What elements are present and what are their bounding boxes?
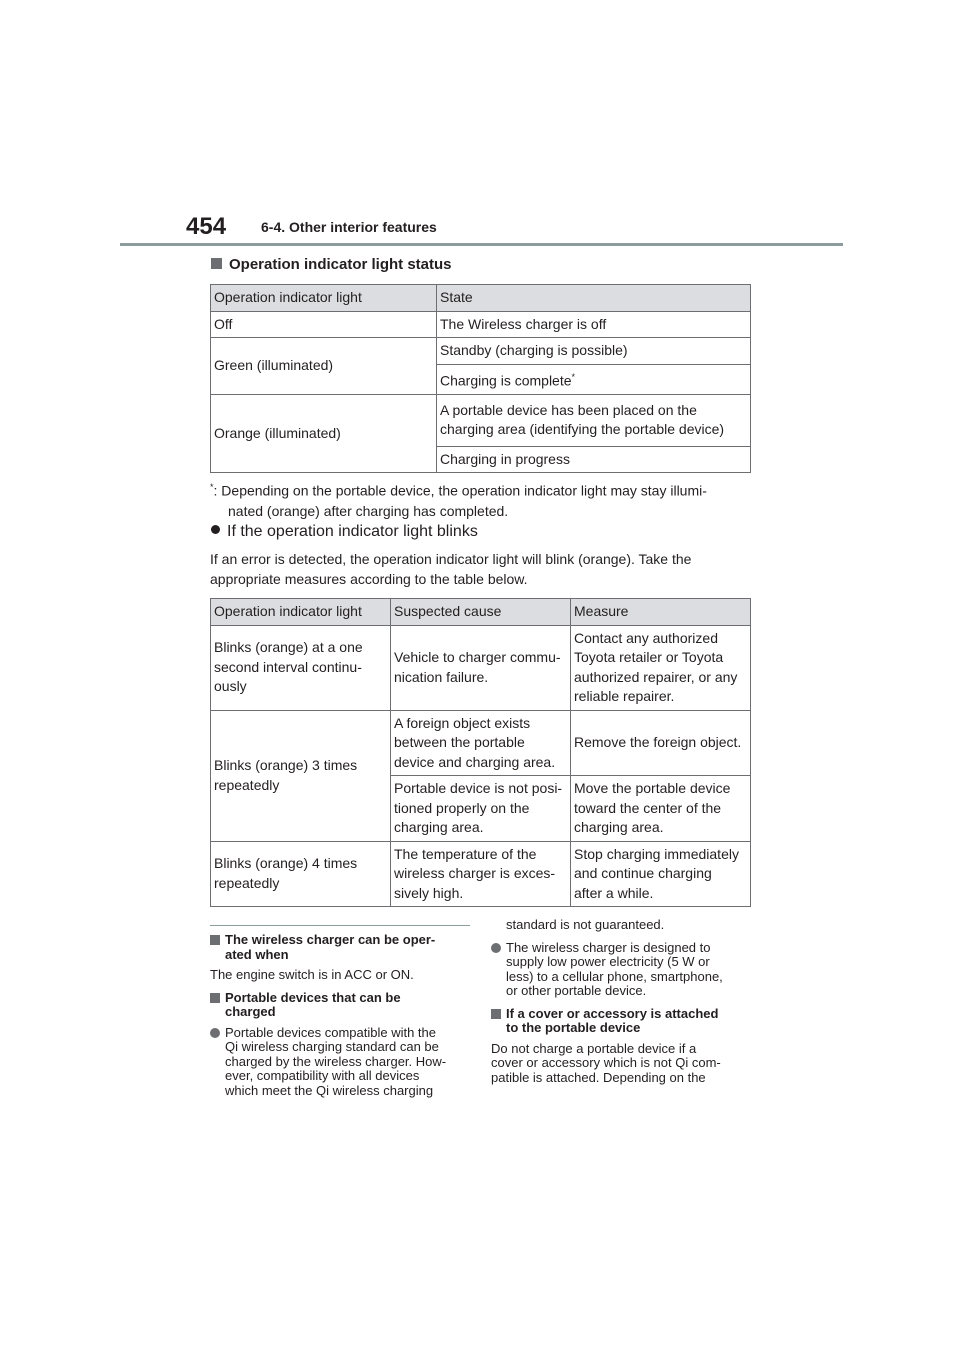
note-text: standard is not guaranteed. (506, 917, 665, 932)
square-bullet-icon (210, 935, 220, 945)
cell-line: Vehicle to charger commu- (394, 649, 561, 665)
cell-line: charging area. (574, 819, 664, 835)
circle-bullet-icon (491, 943, 501, 953)
bullet-icon (211, 525, 220, 534)
cell-line: device and charging area. (394, 753, 556, 770)
cell-line: Contact any authorized (574, 629, 718, 646)
cell-line: Remove the foreign object. (574, 734, 742, 750)
cell-line: repeatedly (214, 776, 280, 793)
cell-line: charging area (identifying the portable device) (440, 421, 725, 438)
cell-line: and continue charging (574, 865, 712, 881)
cell-line: reliable repairer. (574, 688, 675, 704)
table-cell (391, 710, 571, 776)
cell-line: charging area. (394, 819, 484, 835)
table-row (211, 394, 751, 446)
right-column (491, 918, 756, 1085)
column-header: State (437, 285, 751, 312)
footnote-marker: * (571, 371, 576, 382)
table-cell (211, 841, 391, 907)
cell-line: The temperature of the (394, 845, 537, 862)
cell-line: A portable device has been placed on the (440, 401, 697, 418)
left-column (210, 933, 475, 1098)
cell-line: Blinks (orange) at a one (214, 639, 363, 656)
square-bullet-icon (210, 993, 220, 1003)
intro-line: appropriate measures according to the table below. (210, 571, 528, 587)
note-heading: The wireless charger can be oper- ated when (210, 933, 475, 962)
circle-bullet-icon (210, 1028, 220, 1038)
blink-table (210, 598, 751, 907)
square-bullet-icon (211, 258, 222, 269)
cell-line: second interval continu- (214, 658, 362, 675)
section-title: 6-4. Other interior features (261, 219, 437, 235)
table-cell (391, 776, 571, 842)
note-heading: Portable devices that can be charged (210, 991, 475, 1020)
table-cell (391, 625, 571, 710)
table-row (211, 338, 751, 365)
cell-line: nication failure. (394, 668, 489, 685)
table-cell (391, 841, 571, 907)
cell-line: Toyota retailer or Toyota (574, 649, 724, 665)
blinks-intro (210, 549, 755, 589)
cell-line: wireless charger is exces- (394, 865, 556, 881)
page-number: 454 (186, 213, 227, 240)
intro-line: If an error is detected, the operation indicator light will blink (orange). Take the (210, 551, 692, 567)
cell-line: between the portable (394, 734, 525, 750)
cell-line: repeatedly (214, 874, 280, 891)
cell-line: ously (214, 678, 247, 695)
column-divider (210, 925, 470, 926)
note-bullet: The wireless charger is designed to supply low power electricity (5 W or less) to a cellular phone, smartphone, or other portable device. (491, 941, 756, 999)
table-header-row (211, 599, 751, 626)
cell-line: Stop charging immediately (574, 845, 739, 862)
table-cell: Green (illuminated) (211, 338, 437, 395)
blinks-heading: If the operation indicator light blinks (211, 523, 478, 541)
footnote-line: : Depending on the portable device, the operation indicator light may stay illumi- (213, 482, 707, 499)
header-divider (120, 243, 843, 246)
cell-line: Blinks (orange) 4 times (214, 855, 358, 872)
column-header: Operation indicator light (211, 599, 391, 626)
table-cell (571, 710, 751, 776)
cell-line: tioned properly on the (394, 799, 530, 816)
footnote (210, 477, 750, 521)
table-cell: Off (211, 311, 437, 338)
table-cell (211, 625, 391, 710)
cell-line: sively high. (394, 884, 464, 901)
table-row (211, 625, 751, 710)
cell-line: Move the portable device (574, 780, 731, 796)
table-cell: Charging is complete* (437, 364, 751, 394)
table-cell: Charging in progress (437, 446, 751, 473)
cell-line: Portable device is not posi- (394, 780, 563, 796)
square-bullet-icon (491, 1009, 501, 1019)
table-cell (571, 776, 751, 842)
table-cell (571, 625, 751, 710)
cell-line: A foreign object exists (394, 714, 531, 731)
table-cell (211, 710, 391, 841)
table-row (211, 311, 751, 338)
cell-line: after a while. (574, 884, 654, 901)
cell-line: toward the center of the (574, 799, 722, 816)
table-cell: Orange (illuminated) (211, 394, 437, 473)
table-row (211, 710, 751, 776)
status-heading: Operation indicator light status (211, 256, 452, 273)
note-bullet: Portable devices compatible with the Qi wireless charging standard can be charged by the wireless charger. How- ever, compatibility with all devices which meet the Qi wireless charging (210, 1026, 475, 1099)
note-heading: If a cover or accessory is attached to the portable device (491, 1007, 756, 1036)
note-text: Do not charge a portable device if a cover or accessory which is not Qi com- patible is attached. Depending on the (491, 1040, 721, 1085)
column-header: Operation indicator light (211, 285, 437, 312)
table-cell (437, 394, 751, 446)
cell-line: Blinks (orange) 3 times (214, 757, 358, 773)
table-header-row (211, 285, 751, 312)
footnote-line: nated (orange) after charging has completed. (228, 502, 509, 519)
table-row (211, 841, 751, 907)
cell-line: authorized repairer, or any (574, 668, 738, 685)
table-cell: Standby (charging is possible) (437, 338, 751, 365)
table-cell: The Wireless charger is off (437, 311, 751, 338)
note-text: The engine switch is in ACC or ON. (210, 967, 414, 982)
footnote-marker: * (210, 482, 214, 492)
status-table (210, 284, 751, 473)
column-header: Measure (571, 599, 751, 626)
column-header: Suspected cause (391, 599, 571, 626)
table-cell (571, 841, 751, 907)
